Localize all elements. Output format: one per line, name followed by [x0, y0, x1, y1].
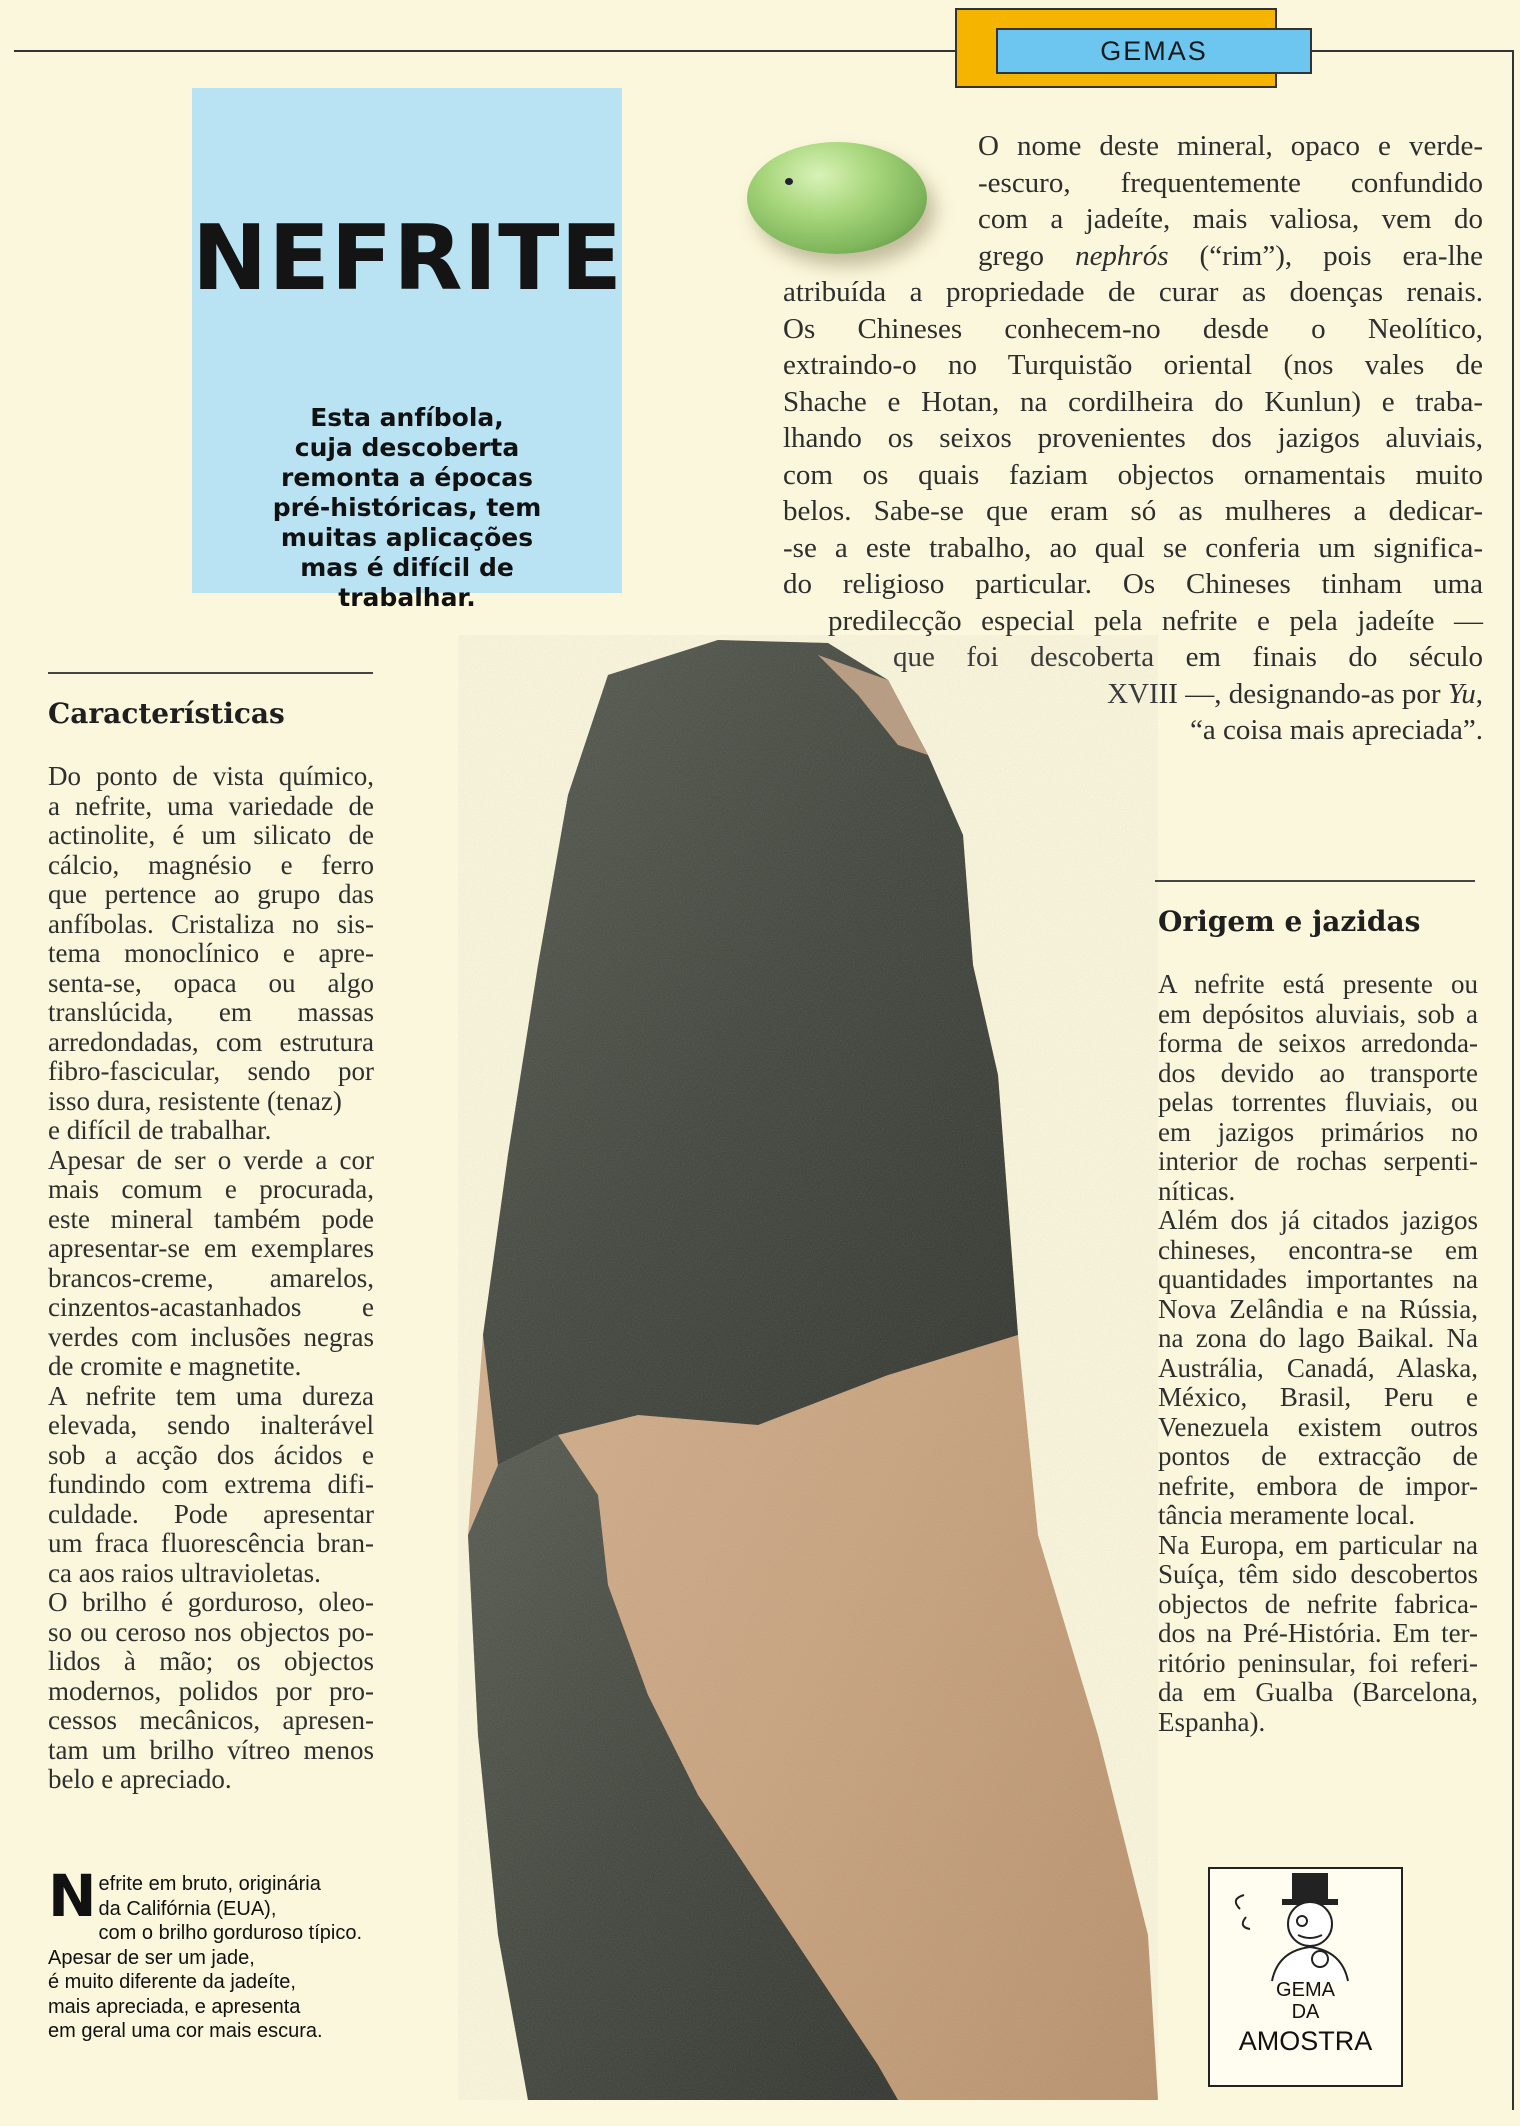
divider — [1155, 880, 1475, 882]
body-line: tema monoclínico e apre- — [48, 938, 374, 968]
caption-line: em geral uma cor mais escura. — [48, 2020, 323, 2042]
body-line: dos na Pré-História. Em ter- — [1158, 1618, 1478, 1648]
body-line: dos devido ao transporte — [1158, 1057, 1478, 1088]
body-line: Espanha). — [1158, 1706, 1266, 1737]
body-line: forma de seixos arredonda- — [1158, 1028, 1478, 1058]
body-line: arredondadas, com estrutura — [48, 1026, 374, 1057]
body-line: culdade. Pode apresentar — [48, 1498, 374, 1529]
intro-line: com a jadeíte, mais valiosa, vem do — [978, 203, 1483, 235]
body-line: mais comum e procurada, — [48, 1174, 374, 1204]
section-tag: GEMAS — [996, 28, 1312, 74]
body-line: quantidades importantes na — [1158, 1264, 1478, 1294]
body-line: Do ponto de vista químico, — [48, 761, 374, 791]
body-line: O brilho é gorduroso, oleo- — [48, 1587, 374, 1617]
body-line: modernos, polidos por pro- — [48, 1675, 374, 1706]
caption-line: da Califórnia (EUA), — [98, 1897, 277, 1920]
body-line: anfíbolas. Cristaliza no sis- — [48, 908, 374, 939]
caption-line: mais apreciada, e apresenta — [48, 1995, 301, 2018]
body-line: que pertence ao grupo das — [48, 879, 374, 909]
body-line: Na Europa, em particular na — [1158, 1529, 1478, 1560]
body-line: objectos de nefrite fabrica- — [1158, 1588, 1478, 1619]
body-line: tância meramente local. — [1158, 1500, 1416, 1530]
body-line: México, Brasil, Peru e — [1158, 1382, 1478, 1412]
logo-line-1: GEMA — [1276, 1979, 1335, 2001]
body-line: cinzentos-acastanhados e — [48, 1292, 374, 1322]
body-line: este mineral também pode — [48, 1203, 374, 1234]
body-line: apresentar-se em exemplares — [48, 1233, 374, 1263]
intro-line: “a coisa mais apreciada”. — [1189, 714, 1483, 746]
body-line: brancos-creme, amarelos, — [48, 1262, 374, 1293]
origem-text — [1158, 970, 1478, 1737]
intro-line: do religioso particular. Os Chineses tinham uma — [783, 568, 1483, 600]
body-line: actinolite, é um silicato de — [48, 820, 374, 850]
body-line: so ou ceroso nos objectos po- — [48, 1616, 374, 1647]
intro-line: -se a este trabalho, ao qual se conferia um significa- — [783, 531, 1483, 564]
intro-line: lhando os seixos provenientes dos jazigos aluviais, — [783, 422, 1483, 454]
gema-da-amostra-logo — [1208, 1867, 1403, 2087]
lead-line: cuja descoberta — [294, 433, 520, 462]
page-title: NEFRITE — [192, 206, 623, 311]
heading-caracteristicas: Características — [48, 697, 285, 730]
caption-line: efrite em bruto, originária — [98, 1873, 321, 1895]
caption-line: é muito diferente da jadeíte, — [48, 1971, 296, 1993]
heading-origem: Origem e jazidas — [1158, 905, 1421, 938]
image-caption — [48, 1862, 378, 2044]
logo-line-3: AMOSTRA — [1238, 2026, 1373, 2056]
lead-text — [222, 403, 592, 613]
body-line: elevada, sendo inalterável — [48, 1410, 374, 1440]
intro-line: predilecção especial pela nefrite e pela jadeíte — — [828, 604, 1483, 637]
body-line: isso dura, resistente (tenaz) — [48, 1085, 342, 1116]
intro-line: atribuída a propriedade de curar as doenças renais. — [783, 276, 1483, 308]
title-box — [192, 88, 623, 612]
body-line: cessos mecânicos, apresen- — [48, 1705, 374, 1735]
body-line: sob a acção dos ácidos e — [48, 1439, 374, 1470]
lead-line: Esta anfíbola, — [310, 403, 504, 432]
body-line: níticas. — [1158, 1175, 1236, 1206]
intro-line: que foi descoberta em finais do século — [893, 641, 1483, 673]
body-line: cálcio, magnésio e ferro — [48, 849, 374, 880]
body-line: translúcida, em massas — [48, 997, 374, 1027]
body-line: A nefrite está presente ou — [1158, 969, 1478, 999]
body-line: pontos de extracção de — [1158, 1441, 1478, 1471]
jeweler-with-loupe-icon — [1210, 1869, 1405, 1984]
body-line: de cromite e magnetite. — [48, 1351, 302, 1381]
body-line: Nova Zelândia e na Rússia, — [1158, 1293, 1478, 1324]
body-line: fundindo com extrema difi- — [48, 1469, 374, 1499]
intro-line: extraindo-o no Turquistão oriental (nos vales de — [783, 349, 1483, 381]
body-line: senta-se, opaca ou algo — [48, 967, 374, 998]
body-line: Suíça, têm sido descobertos — [1158, 1559, 1478, 1589]
body-line: em depósitos aluviais, sob a — [1158, 998, 1478, 1029]
caracteristicas-text — [48, 762, 374, 1795]
intro-line: Shache e Hotan, na cordilheira do Kunlun) e traba- — [783, 385, 1483, 418]
body-line: nefrite, embora de impor- — [1158, 1470, 1478, 1501]
lead-line: muitas aplicações — [280, 523, 534, 552]
caption-line: com o brilho gorduroso típico. — [98, 1922, 363, 1944]
body-line: Venezuela existem outros — [1158, 1411, 1478, 1442]
lead-line: mas é difícil de — [300, 553, 514, 582]
body-line: A nefrite tem uma dureza — [48, 1380, 374, 1411]
divider — [48, 672, 373, 674]
body-line: a nefrite, uma variedade de — [48, 790, 374, 821]
body-line: ritório peninsular, foi referi- — [1158, 1647, 1478, 1678]
intro-line: XVIII —, designando-as por Yu, — [1107, 677, 1483, 710]
drop-cap: N — [48, 1862, 97, 1930]
body-line: em jazigos primários no — [1158, 1116, 1478, 1147]
body-line: fibro-fascicular, sendo por — [48, 1056, 374, 1086]
body-line: Austrália, Canadá, Alaska, — [1158, 1352, 1478, 1383]
body-line: na zona do lago Baikal. Na — [1158, 1323, 1478, 1353]
body-line: Apesar de ser o verde a cor — [48, 1144, 374, 1175]
body-line: belo e apreciado. — [48, 1764, 232, 1794]
body-line: pelas torrentes fluviais, ou — [1158, 1087, 1478, 1117]
lead-line: pré-históricas, tem — [272, 493, 542, 522]
logo-line-2: DA — [1291, 2001, 1320, 2023]
body-line: interior de rochas serpenti- — [1158, 1146, 1478, 1176]
intro-line: grego nephrós (“rim”), pois era-lhe — [978, 239, 1483, 272]
body-line: tam um brilho vítreo menos — [48, 1734, 374, 1765]
body-line: da em Gualba (Barcelona, — [1158, 1677, 1478, 1707]
body-line: e difícil de trabalhar. — [48, 1115, 272, 1145]
body-line: verdes com inclusões negras — [48, 1321, 374, 1352]
intro-line: Os Chineses conhecem-no desde o Neolítico, — [783, 312, 1483, 345]
body-line: lidos à mão; os objectos — [48, 1646, 374, 1676]
lead-line: remonta a épocas — [280, 463, 533, 492]
body-line: ca aos raios ultravioletas. — [48, 1557, 321, 1588]
intro-line: -escuro, frequentemente confundido — [978, 166, 1483, 199]
rough-nephrite-specimen — [458, 635, 1158, 2100]
lead-line: trabalhar. — [338, 583, 476, 612]
body-line: um fraca fluorescência bran- — [48, 1528, 374, 1558]
intro-line: belos. Sabe-se que eram só as mulheres a dedicar- — [783, 495, 1483, 527]
caption-line: Apesar de ser um jade, — [48, 1946, 255, 1969]
body-line: chineses, encontra-se em — [1158, 1234, 1478, 1265]
intro-line: O nome deste mineral, opaco e verde- — [978, 130, 1483, 162]
intro-line: com os quais faziam objectos ornamentais muito — [783, 458, 1483, 491]
page-frame-right — [1512, 50, 1514, 2110]
body-line: Além dos já citados jazigos — [1158, 1205, 1478, 1235]
